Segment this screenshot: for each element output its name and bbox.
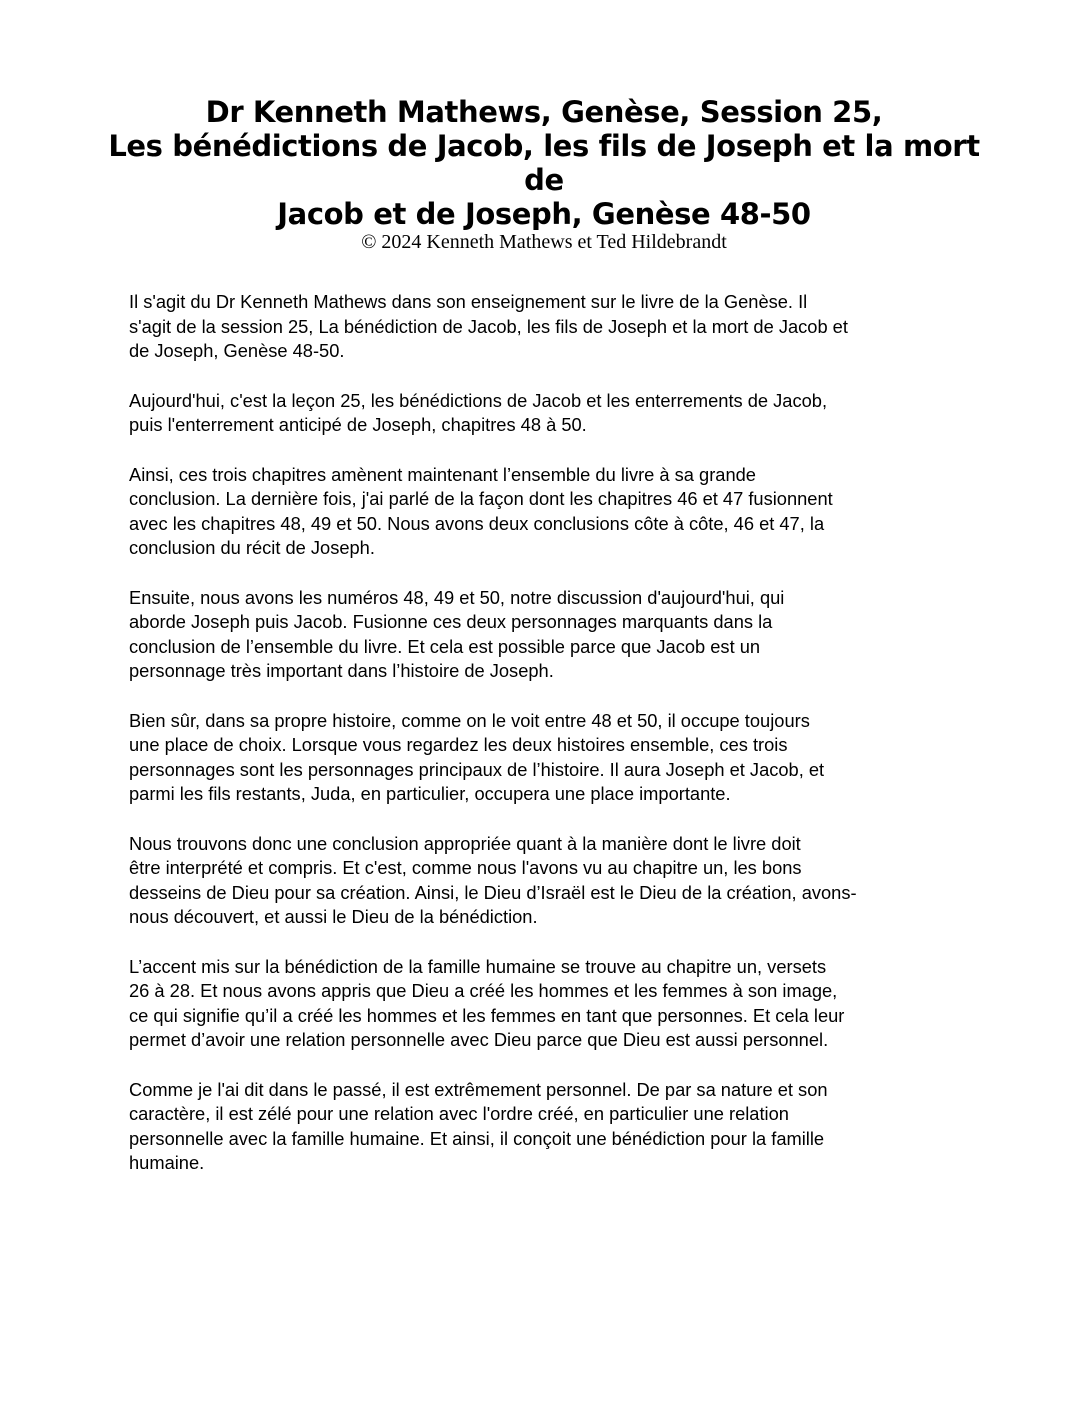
paragraph [129,709,969,807]
paragraph-line: desseins de Dieu pour sa création. Ainsi, le Dieu d’Israël est le Dieu de la création, avons- [129,881,857,903]
paragraph [129,463,969,561]
body-text [129,290,969,1201]
title-line-1: Dr Kenneth Mathews, Genèse, Session 25, [205,95,883,129]
paragraph-line: Comme je l'ai dit dans le passé, il est extrêmement personnel. De par sa nature et son [129,1078,828,1100]
paragraph-line: avec les chapitres 48, 49 et 50. Nous avons deux conclusions côte à côte, 46 et 47, la [129,512,825,534]
paragraph-line: une place de choix. Lorsque vous regardez les deux histoires ensemble, ces trois [129,734,788,755]
paragraph-line: conclusion du récit de Joseph. [129,537,375,558]
paragraph-line: parmi les fils restants, Juda, en particulier, occupera une place importante. [129,783,731,804]
paragraph-line: personnage très important dans l’histoire de Joseph. [129,660,554,681]
title-line-2: Les bénédictions de Jacob, les fils de Joseph et la mort [108,129,980,163]
paragraph-line: de Joseph, Genèse 48-50. [129,340,345,361]
paragraph [129,290,969,364]
title-block [60,95,1028,253]
paragraph-line: Nous trouvons donc une conclusion appropriée quant à la manière dont le livre doit [129,832,801,854]
paragraph-line: Ainsi, ces trois chapitres amènent maintenant l’ensemble du livre à sa grande [129,463,756,485]
paragraph-line: Ensuite, nous avons les numéros 48, 49 et 50, notre discussion d'aujourd'hui, qui [129,586,785,608]
paragraph [129,955,969,1053]
paragraph-line: conclusion. La dernière fois, j'ai parlé de la façon dont les chapitres 46 et 47 fusionnent [129,488,833,509]
paragraph-line: Bien sûr, dans sa propre histoire, comme on le voit entre 48 et 50, il occupe toujours [129,709,810,731]
paragraph [129,832,969,930]
paragraph-line: s'agit de la session 25, La bénédiction de Jacob, les fils de Joseph et la mort de Jacob et [129,315,848,337]
paragraph-line: ce qui signifie qu’il a créé les hommes et les femmes en tant que personnes. Et cela leur [129,1004,845,1026]
paragraph-line: permet d’avoir une relation personnelle avec Dieu parce que Dieu est aussi personnel. [129,1029,829,1050]
copyright-line: © 2024 Kenneth Mathews et Ted Hildebrandt [361,231,727,253]
paragraph-line: 26 à 28. Et nous avons appris que Dieu a créé les hommes et les femmes à son image, [129,980,838,1001]
paragraph-line: puis l'enterrement anticipé de Joseph, chapitres 48 à 50. [129,414,587,435]
paragraph-line: L’accent mis sur la bénédiction de la famille humaine se trouve au chapitre un, versets [129,955,827,977]
paragraph-line: Aujourd'hui, c'est la leçon 25, les bénédictions de Jacob et les enterrements de Jacob, [129,389,828,411]
paragraph-line: personnages sont les personnages principaux de l’histoire. Il aura Joseph et Jacob, et [129,758,825,780]
paragraph [129,389,969,438]
title-line-4: Jacob et de Joseph, Genèse 48-50 [277,197,811,231]
paragraph [129,1078,969,1176]
paragraph-line: humaine. [129,1152,205,1173]
paragraph-line: aborde Joseph puis Jacob. Fusionne ces deux personnages marquants dans la [129,611,773,632]
paragraph-line: personnelle avec la famille humaine. Et ainsi, il conçoit une bénédiction pour la famille [129,1127,825,1149]
paragraph [129,586,969,684]
paragraph-line: être interprété et compris. Et c'est, comme nous l'avons vu au chapitre un, les bons [129,857,802,878]
paragraph-line: conclusion de l’ensemble du livre. Et cela est possible parce que Jacob est un [129,635,761,657]
paragraph-line: Il s'agit du Dr Kenneth Mathews dans son enseignement sur le livre de la Genèse. Il [129,291,808,312]
title-line-3: de [524,163,564,197]
paragraph-line: nous découvert, et aussi le Dieu de la bénédiction. [129,906,538,927]
paragraph-line: caractère, il est zélé pour une relation avec l'ordre créé, en particulier une relation [129,1103,789,1124]
